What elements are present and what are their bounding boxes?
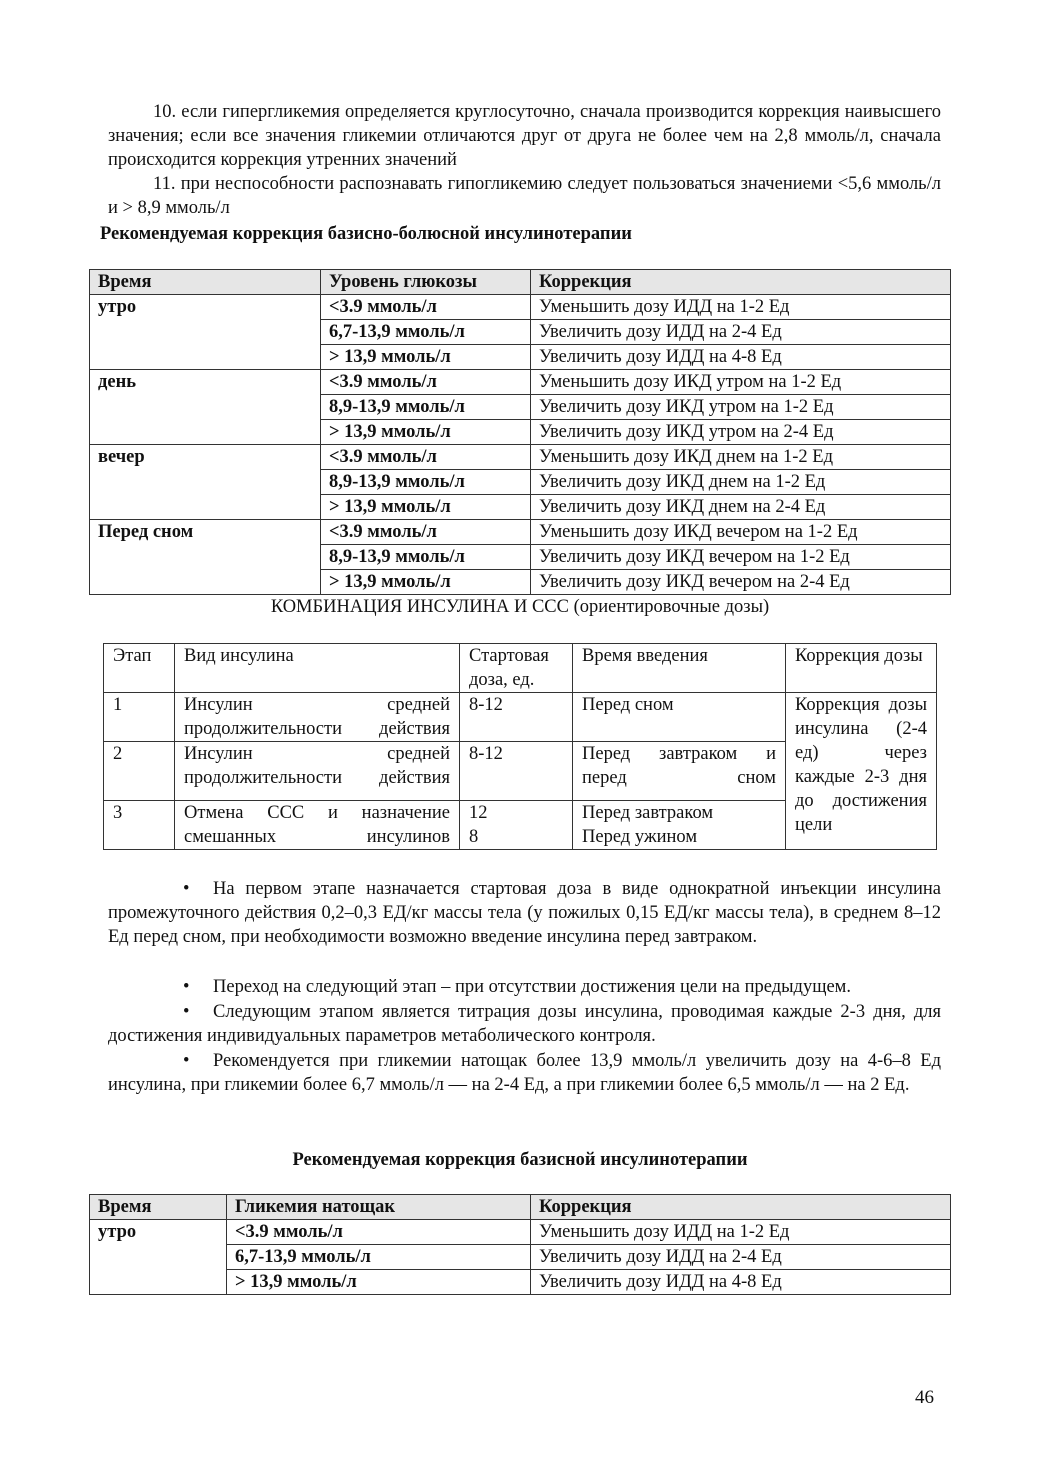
stage-cell: 2 <box>104 742 175 801</box>
bullet-text: Следующим этапом является титрация дозы инсулина, проводимая каждые 2-3 дня, для достижения индивидуальных параметров метаболического контроля. <box>108 1002 941 1046</box>
bullet-item <box>108 1049 941 1097</box>
page-number: 46 <box>915 1387 934 1408</box>
stage-cell: 1 <box>104 693 175 742</box>
level-cell: > 13,9 ммоль/л <box>227 1270 531 1295</box>
bullet-item <box>108 877 941 949</box>
correction-cell: Увеличить дозу ИДД на 4-8 Ед <box>531 1270 951 1295</box>
dose-cell: 8-12 <box>460 693 573 742</box>
table-header-row <box>90 270 951 295</box>
list-item-10: 10. если гипергликемия определяется круглосуточно, сначала производится коррекция наивысшего значения; если все значения гликемии отличаются друг от друга не более чем на 2,8 ммоль/л, сначала происходится коррекция утренних значений <box>108 102 941 170</box>
level-cell: 8,9-13,9 ммоль/л <box>321 470 531 495</box>
correction-cell: Коррекция дозы инсулина (2-4 ед) через каждые 2-3 дня до достижения цели <box>786 693 937 850</box>
level-cell: 8,9-13,9 ммоль/л <box>321 395 531 420</box>
table3-title: Рекомендуемая коррекция базисной инсулинотерапии <box>292 1150 748 1170</box>
header-cell: Вид инсулина <box>175 644 460 693</box>
level-cell: 8,9-13,9 ммоль/л <box>321 545 531 570</box>
correction-cell: Уменьшить дозу ИДД на 1-2 Ед <box>531 1220 951 1245</box>
correction-cell: Увеличить дозу ИДД на 2-4 Ед <box>531 1245 951 1270</box>
correction-cell: Уменьшить дозу ИКД днем на 1-2 Ед <box>531 445 951 470</box>
level-cell: 6,7-13,9 ммоль/л <box>321 320 531 345</box>
table-row <box>90 295 951 320</box>
level-cell: <3.9 ммоль/л <box>321 520 531 545</box>
level-cell: 6,7-13,9 ммоль/л <box>227 1245 531 1270</box>
level-cell: > 13,9 ммоль/л <box>321 420 531 445</box>
bullet-icon: • <box>183 977 190 997</box>
table2-title: КОМБИНАЦИЯ ИНСУЛИНА И ССС (ориентировочные дозы) <box>270 597 770 617</box>
level-cell: > 13,9 ммоль/л <box>321 495 531 520</box>
table-row <box>104 693 937 742</box>
bullet-text: На первом этапе назначается стартовая доза в виде однократной инъекции инсулина промежуточного действия 0,2–0,3 ЕД/кг массы тела (у пожилых 0,15 ЕД/кг массы тела), в среднем 8–12 Ед перед сном, при необходимости возможно введение инсулина перед завтраком. <box>108 879 941 947</box>
bullet-icon: • <box>183 879 190 899</box>
header-cell: Время <box>90 1195 227 1220</box>
level-cell: <3.9 ммоль/л <box>321 370 531 395</box>
table1-title: Рекомендуемая коррекция базисно-болюсной инсулинотерапии <box>100 224 632 244</box>
bullet-icon: • <box>183 1002 190 1022</box>
correction-cell: Увеличить дозу ИКД днем на 1-2 Ед <box>531 470 951 495</box>
time-cell: день <box>90 370 321 445</box>
table-header-row <box>90 1195 951 1220</box>
table-row <box>90 370 951 395</box>
table-row <box>90 1220 951 1245</box>
correction-cell: Увеличить дозу ИКД вечером на 2-4 Ед <box>531 570 951 595</box>
time-cell: Перед завтраком Перед ужином <box>573 801 786 850</box>
bullet-item <box>108 975 941 999</box>
header-cell: Уровень глюкозы <box>321 270 531 295</box>
correction-cell: Увеличить дозу ИКД утром на 2-4 Ед <box>531 420 951 445</box>
bullet-icon: • <box>183 1051 190 1071</box>
insulin-type-cell: Отмена ССС и назначение смешанных инсулинов <box>175 801 460 850</box>
insulin-combination-table <box>103 643 937 850</box>
level-cell: <3.9 ммоль/л <box>321 295 531 320</box>
time-cell: Перед завтраком и перед сном <box>573 742 786 801</box>
header-cell: Коррекция <box>531 270 951 295</box>
level-cell: <3.9 ммоль/л <box>321 445 531 470</box>
basal-correction-table <box>89 1194 951 1295</box>
header-cell: Время введения <box>573 644 786 693</box>
header-cell: Стартовая доза, ед. <box>460 644 573 693</box>
insulin-type-cell: Инсулин средней продолжительности действия <box>175 693 460 742</box>
level-cell: > 13,9 ммоль/л <box>321 570 531 595</box>
insulin-type-cell: Инсулин средней продолжительности действия <box>175 742 460 801</box>
correction-cell: Увеличить дозу ИКД вечером на 1-2 Ед <box>531 545 951 570</box>
bullet-text: Переход на следующий этап – при отсутствии достижения цели на предыдущем. <box>213 977 852 997</box>
time-cell: Перед сном <box>90 520 321 595</box>
correction-cell: Уменьшить дозу ИКД вечером на 1-2 Ед <box>531 520 951 545</box>
header-cell: Гликемия натощак <box>227 1195 531 1220</box>
table-row <box>90 520 951 545</box>
header-cell: Коррекция <box>531 1195 951 1220</box>
correction-cell: Увеличить дозу ИДД на 4-8 Ед <box>531 345 951 370</box>
header-cell: Время <box>90 270 321 295</box>
correction-cell: Увеличить дозу ИКД днем на 2-4 Ед <box>531 495 951 520</box>
correction-cell: Уменьшить дозу ИКД утром на 1-2 Ед <box>531 370 951 395</box>
bullet-item <box>108 1000 941 1048</box>
level-cell: <3.9 ммоль/л <box>227 1220 531 1245</box>
dose-cell: 12 8 <box>460 801 573 850</box>
header-cell: Этап <box>104 644 175 693</box>
table-header-row <box>104 644 937 693</box>
bolus-correction-table <box>89 269 951 595</box>
correction-cell: Увеличить дозу ИДД на 2-4 Ед <box>531 320 951 345</box>
dose-cell: 8-12 <box>460 742 573 801</box>
table-row <box>90 445 951 470</box>
time-cell: вечер <box>90 445 321 520</box>
time-cell: утро <box>90 1220 227 1295</box>
time-cell: Перед сном <box>573 693 786 742</box>
correction-cell: Увеличить дозу ИКД утром на 1-2 Ед <box>531 395 951 420</box>
bullet-text: Рекомендуется при гликемии натощак более 13,9 ммоль/л увеличить дозу на 4-6–8 Ед инсулина, при гликемии более 6,7 ммоль/л — на 2-4 Ед, а при гликемии более 6,5 ммоль/л — на 2 Ед. <box>108 1051 941 1095</box>
stage-cell: 3 <box>104 801 175 850</box>
level-cell: > 13,9 ммоль/л <box>321 345 531 370</box>
list-item-11: 11. при неспособности распознавать гипогликемию следует пользоваться значениеми <5,6 ммоль/л и > 8,9 ммоль/л <box>108 174 941 218</box>
correction-cell: Уменьшить дозу ИДД на 1-2 Ед <box>531 295 951 320</box>
time-cell: утро <box>90 295 321 370</box>
header-cell: Коррекция дозы <box>786 644 937 693</box>
